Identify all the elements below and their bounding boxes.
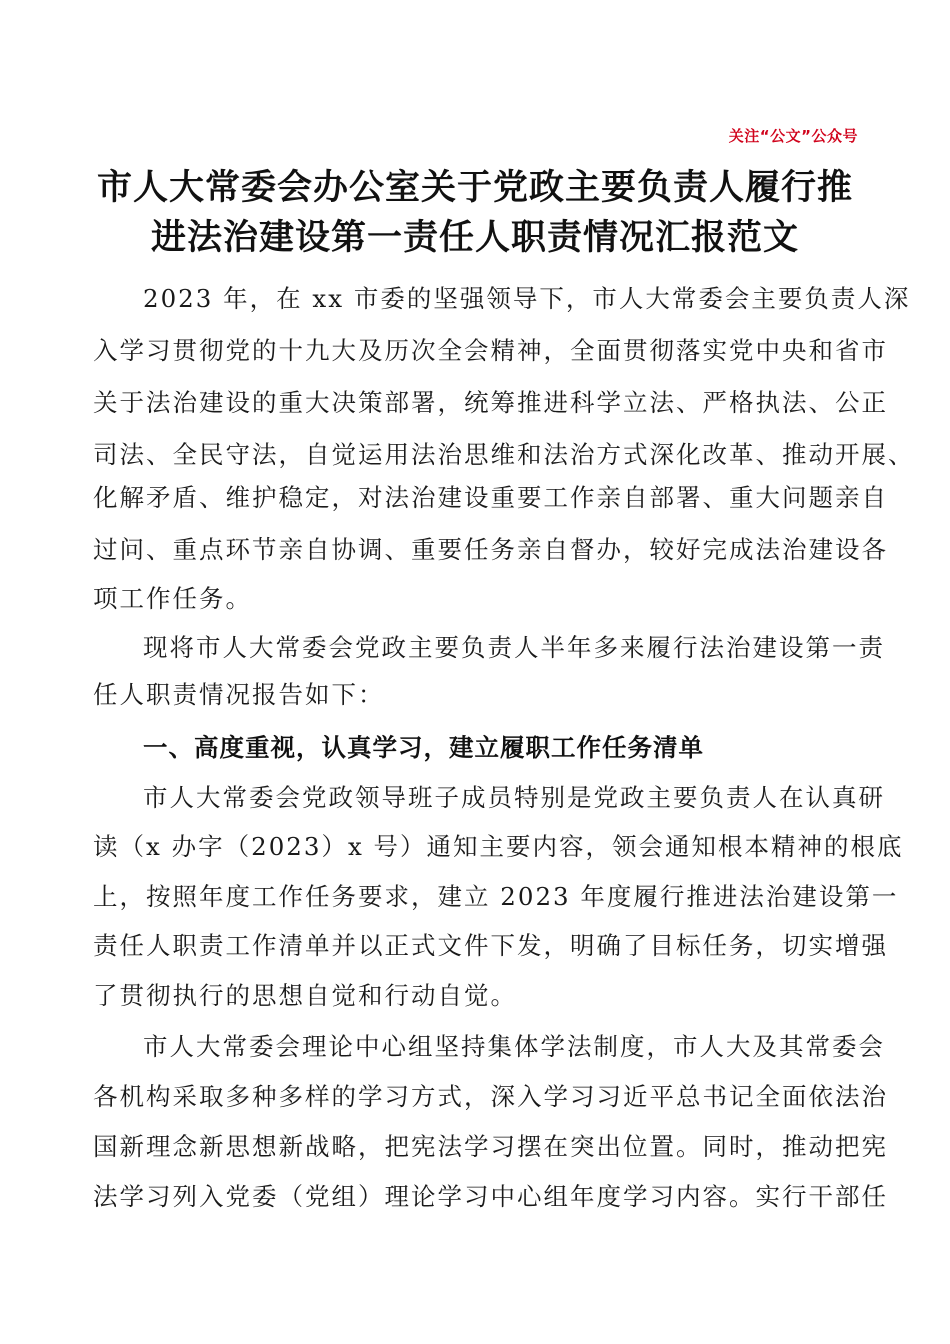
body-line: 国新理念新思想新战略，把宪法学习摆在突出位置。同时，推动把宪 xyxy=(93,1132,888,1161)
body-line: 上，按照年度工作任务要求，建立 2023 年度履行推进法治建设第一 xyxy=(93,882,899,911)
document-title-line-1: 市人大常委会办公室关于党政主要负责人履行推 xyxy=(96,168,853,208)
body-line: 现将市人大常委会党政主要负责人半年多来履行法治建设第一责 xyxy=(143,633,885,662)
body-line: 各机构采取多种多样的学习方式，深入学习习近平总书记全面依法治 xyxy=(93,1082,888,1111)
body-line: 关于法治建设的重大决策部署，统筹推进科学立法、严格执法、公正 xyxy=(93,388,888,417)
body-line: 项工作任务。 xyxy=(93,584,252,613)
body-line: 责任人职责工作清单并以正式文件下发，明确了目标任务，切实增强 xyxy=(93,931,888,960)
body-line: 2023 年，在 xx 市委的坚强领导下，市人大常委会主要负责人深 xyxy=(143,284,911,313)
document-title-line-2: 进法治建设第一责任人职责情况汇报范文 xyxy=(150,218,799,258)
body-line: 入学习贯彻党的十九大及历次全会精神，全面贯彻落实党中央和省市 xyxy=(93,336,888,365)
body-line: 读（x 办字（2023）x 号）通知主要内容，领会通知根本精神的根底 xyxy=(93,832,904,861)
body-line: 任人职责情况报告如下： xyxy=(93,680,385,709)
body-line: 化解矛盾、维护稳定，对法治建设重要工作亲自部署、重大问题亲自 xyxy=(93,483,888,512)
body-line: 法学习列入党委（党组）理论学习中心组年度学习内容。实行干部任 xyxy=(93,1182,888,1211)
wechat-notice: 关注“公文”公众号 xyxy=(728,127,858,145)
body-line: 市人大常委会理论中心组坚持集体学法制度，市人大及其常委会 xyxy=(143,1032,885,1061)
body-line: 市人大常委会党政领导班子成员特别是党政主要负责人在认真研 xyxy=(143,783,885,812)
body-line: 司法、全民守法，自觉运用法治思维和法治方式深化改革、推动开展、 xyxy=(93,440,915,469)
body-line: 了贯彻执行的思想自觉和行动自觉。 xyxy=(93,981,517,1010)
body-line: 过问、重点环节亲自协调、重要任务亲自督办，较好完成法治建设各 xyxy=(93,535,888,564)
section-heading-1: 一、高度重视，认真学习，建立履职工作任务清单 xyxy=(143,733,704,762)
